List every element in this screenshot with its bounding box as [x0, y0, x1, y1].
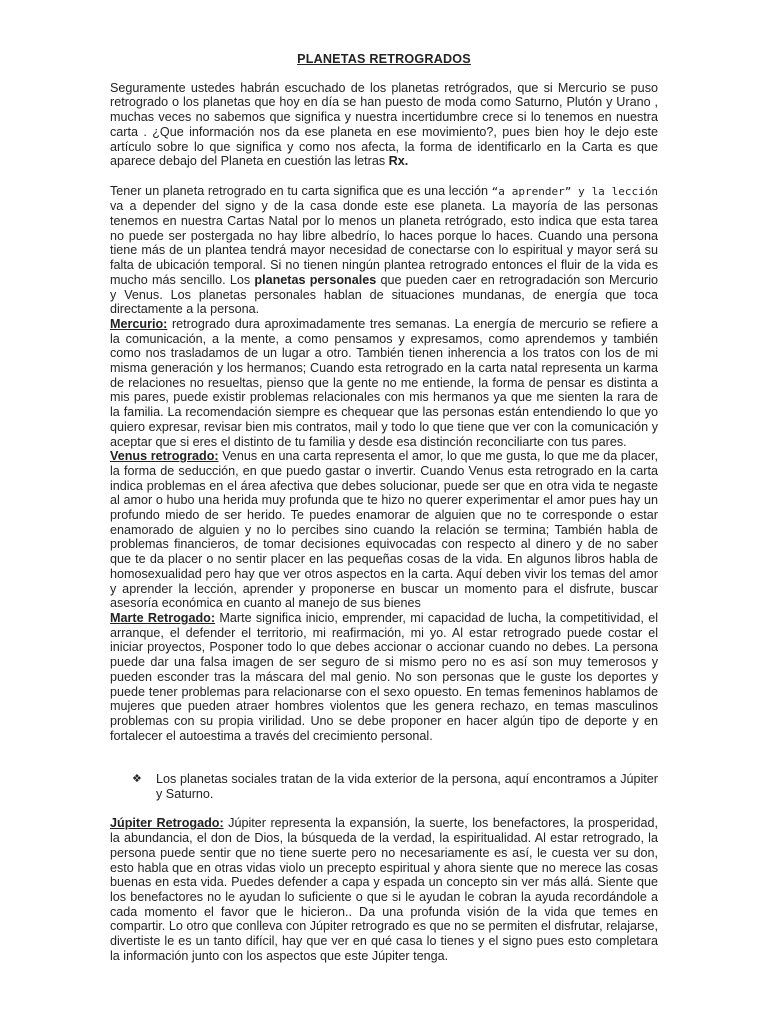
- para2-text-1: Tener un planeta retrogrado en tu carta significa que es una lección: [110, 183, 492, 198]
- paragraph-gap: [110, 802, 658, 817]
- intro-paragraph: [110, 81, 658, 169]
- venus-text: Venus en una carta representa el amor, lo que me gusta, lo que me da placer, la forma de seducción, en que puedo gastar o invertir. Cuando Venus esta retrogrado en la carta indica problemas en el área afectiva que debes solucionar, puede ser que en otra vida te negaste al amor o hubo una herida muy profunda que te hizo no querer experimentar el amor pues hay un profundo miedo de ser herido. Te puedes enamorar de alguien que no te corresponde o estar enamorado de alguien y no lo percibes sino cuando la relación se termina; También habla de problemas financieros, de tomar decisiones equivocadas con respecto al dinero y de no saber que te da placer o no sentir placer en las pequeñas cosas de la vida. En algunos libros habla de homosexualidad pero hay que ver otros aspectos en la carta. Aquí deben vivir los temas del amor y aprender la lección, aprender y proponerse en buscar un momento para el disfrute, buscar asesoría económica en cuanto al manejo de sus bienes: [110, 449, 659, 611]
- retrograde-meaning-paragraph: [110, 184, 658, 317]
- venus-paragraph: [110, 449, 658, 611]
- section-gap: [110, 743, 658, 772]
- mercurio-text: retrogrado dura aproximadamente tres semanas. La energía de mercurio se refiere a la comunicación, a la mente, a como pensamos y expresamos, como aprendemos y también como nos trasladamos de un lugar a otro. También tienen inherencia a los tratos con los de mi misma generación y los hermanos; Cuando esta retrogrado en la carta natal representa un karma de relaciones no resueltas, pienso que la gente no me entiende, la forma de pensar es distinta a mis pares, puede existir problemas relacionales con mis hermanos ya que me sienten la rara de la familia. La recomendación siempre es chequear que las personas están entendiendo lo que yo quiero expresar, revisar bien mis contratos, mail y todo lo que tiene que ver con la comunicación y aceptar que si eres el distinto de tu familia y desde esa distinción reconciliarte con tus pares.: [110, 316, 658, 449]
- para2-text-2: va a depender del signo y de la casa donde este ese planeta. La mayoría de las personas tenemos en nuestra Cartas Natal por lo menos un planeta retrógrado, esto indica que esta tarea no puede ser postergada no hay libre albedrío, lo haces porque lo haces. Cuando una persona tiene más de un plantea tendrá mayor necesidad de conectarse con lo espiritual y mayor será su falta de ubicación temporal. Si no tienen ningún plantea retrogrado entonces el fluir de la vida es mucho más sencillo. Los: [110, 199, 658, 287]
- mercurio-paragraph: [110, 317, 658, 449]
- intro-text: Seguramente ustedes habrán escuchado de los planetas retrógrados, que si Mercurio se puso retrogrado o los planetas que hoy en día se han puesto de moda como Saturno, Plutón y Urano , muchas veces no sabemos que significa y nuestra incertidumbre crece si lo tenemos en nuestra carta . ¿Que información nos da ese planeta en ese movimiento?, pues bien hoy le dejo este artículo sobre lo que significa y como nos afecta, la forma de identificarlo en la Carta es que aparece debajo del Planeta en cuestión las letras: [110, 80, 658, 169]
- jupiter-heading: Júpiter Retrogado:: [110, 816, 224, 831]
- para2-text-3: que pueden caer en retrogradación son Mercurio y Venus. Los planetas personales hablan de situaciones mundanas, de energía que toca directamente a la persona.: [110, 272, 658, 317]
- personal-planets-term: planetas personales: [254, 272, 377, 287]
- jupiter-text: Júpiter representa la expansión, la suerte, los benefactores, la prosperidad, la abundancia, el don de Dios, la búsqueda de la verdad, la espiritualidad. Al estar retrogrado, la persona puede sentir que no tiene suerte pero no necesariamente es así, le cuesta ver su don, esto habla que en otras vidas violo un precepto espiritual y ahora siente que no merece las cosas buenas en esta vida. Puedes defender a capa y espada un concepto sin ver más allá. Siente que los benefactores no le ayudan lo suficiente o que si le ayudan le cobran la ayuda recordándole a cada momento el favor que le hicieron.. Da una profunda visión de la vida que temes en compartir. Lo otro que conlleva con Júpiter retrogrado es que no se permiten el disfrutar, relajarse, divertiste le es un tanto difícil, hay que ver en qué casa lo tienes y el signo pues esto completara la información junto con los aspectos que este Júpiter tenga.: [110, 816, 658, 963]
- jupiter-paragraph: [110, 816, 658, 963]
- rx-label: Rx.: [388, 154, 409, 169]
- marte-heading: Marte Retrogado:: [110, 611, 216, 625]
- lesson-quote: “a aprender” y la lección: [491, 184, 658, 198]
- venus-heading: Venus retrogrado:: [110, 449, 219, 464]
- mercurio-heading: Mercurio:: [110, 316, 168, 331]
- document-title: PLANETAS RETROGRADOS: [297, 52, 471, 66]
- list-item: [132, 772, 658, 801]
- paragraph-gap: [110, 169, 658, 184]
- document-body: [110, 52, 658, 963]
- marte-text: Marte significa inicio, emprender, mi capacidad de lucha, la competitividad, el arranque, el defender el territorio, mi reafirmación, mi yo. Al estar retrogrado puede costar el iniciar proyectos, Posponer todo lo que debes accionar o accionar cuando no debes. La persona puede dar una falsa imagen de ser seguro de si mismo pero no es así son muy temerosos y pueden esconder tras la máscara del mal genio. No son personas que le guste los deportes y puede tener problemas para relacionarse con el sexo opuesto. En temas femeninos hablamos de mujeres que pueden atraer hombres violentos que les genera rechazo, en temas masculinos problemas con su propia virilidad. Uno se debe proponer en hacer algún tipo de deporte y en fortalecer el autoestima a través del crecimiento personal.: [110, 611, 658, 743]
- diamond-bullet-icon: ❖: [132, 773, 142, 786]
- marte-paragraph: [110, 611, 658, 743]
- social-planets-text: Los planetas sociales tratan de la vida exterior de la persona, aquí encontramos a Júpiter y Saturno.: [156, 772, 658, 802]
